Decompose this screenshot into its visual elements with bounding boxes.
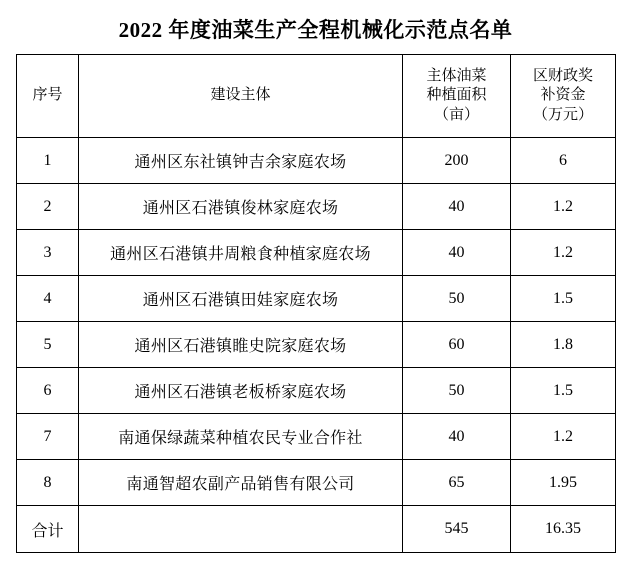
cell-no: 5	[17, 322, 79, 368]
table-container	[0, 54, 631, 553]
cell-area: 50	[403, 368, 511, 414]
cell-area: 50	[403, 276, 511, 322]
cell-fund: 1.8	[511, 322, 616, 368]
cell-no: 6	[17, 368, 79, 414]
table-row	[17, 368, 616, 414]
table-row	[17, 460, 616, 506]
cell-no: 7	[17, 414, 79, 460]
table-row	[17, 414, 616, 460]
table-header	[17, 55, 616, 138]
column-header-fund	[511, 55, 616, 138]
table-total-row	[17, 506, 616, 553]
page-title: 2022 年度油菜生产全程机械化示范点名单	[118, 18, 513, 42]
cell-fund: 1.2	[511, 184, 616, 230]
cell-no: 3	[17, 230, 79, 276]
cell-area: 200	[403, 138, 511, 184]
table-row	[17, 276, 616, 322]
cell-entity: 南通保绿蔬菜种植农民专业合作社	[79, 414, 403, 460]
cell-total-entity	[79, 506, 403, 553]
cell-entity: 通州区石港镇老板桥家庭农场	[79, 368, 403, 414]
cell-no: 2	[17, 184, 79, 230]
table-body	[17, 138, 616, 553]
column-header-fund-line3: （万元）	[532, 106, 593, 123]
cell-total-area: 545	[403, 506, 511, 553]
cell-area: 60	[403, 322, 511, 368]
table-row	[17, 230, 616, 276]
cell-area: 40	[403, 414, 511, 460]
cell-area: 40	[403, 230, 511, 276]
cell-fund: 1.95	[511, 460, 616, 506]
column-header-area	[403, 55, 511, 138]
column-header-area-line1: 主体油菜	[426, 68, 487, 85]
cell-no: 1	[17, 138, 79, 184]
column-header-entity: 建设主体	[79, 55, 403, 138]
cell-entity: 南通智超农副产品销售有限公司	[79, 460, 403, 506]
cell-entity: 通州区石港镇睢史院家庭农场	[79, 322, 403, 368]
column-header-area-line2: 种植面积	[426, 87, 487, 104]
cell-no: 8	[17, 460, 79, 506]
cell-fund: 1.2	[511, 230, 616, 276]
cell-entity: 通州区东社镇钟吉余家庭农场	[79, 138, 403, 184]
cell-fund: 1.5	[511, 276, 616, 322]
cell-fund: 6	[511, 138, 616, 184]
cell-total-fund: 16.35	[511, 506, 616, 553]
table-header-row	[17, 55, 616, 138]
cell-fund: 1.2	[511, 414, 616, 460]
cell-total-label: 合计	[17, 506, 79, 553]
table-row	[17, 184, 616, 230]
table-row	[17, 322, 616, 368]
cell-fund: 1.5	[511, 368, 616, 414]
column-header-no: 序号	[17, 55, 79, 138]
column-header-fund-line1: 区财政奖	[532, 68, 593, 85]
cell-entity: 通州区石港镇田娃家庭农场	[79, 276, 403, 322]
cell-area: 40	[403, 184, 511, 230]
column-header-area-line3: （亩）	[433, 106, 479, 123]
cell-no: 4	[17, 276, 79, 322]
cell-area: 65	[403, 460, 511, 506]
column-header-fund-line2: 补资金	[540, 87, 586, 104]
cell-entity: 通州区石港镇井周粮食种植家庭农场	[79, 230, 403, 276]
table-row	[17, 138, 616, 184]
cell-entity: 通州区石港镇俊林家庭农场	[79, 184, 403, 230]
demonstration-sites-table	[16, 54, 616, 553]
